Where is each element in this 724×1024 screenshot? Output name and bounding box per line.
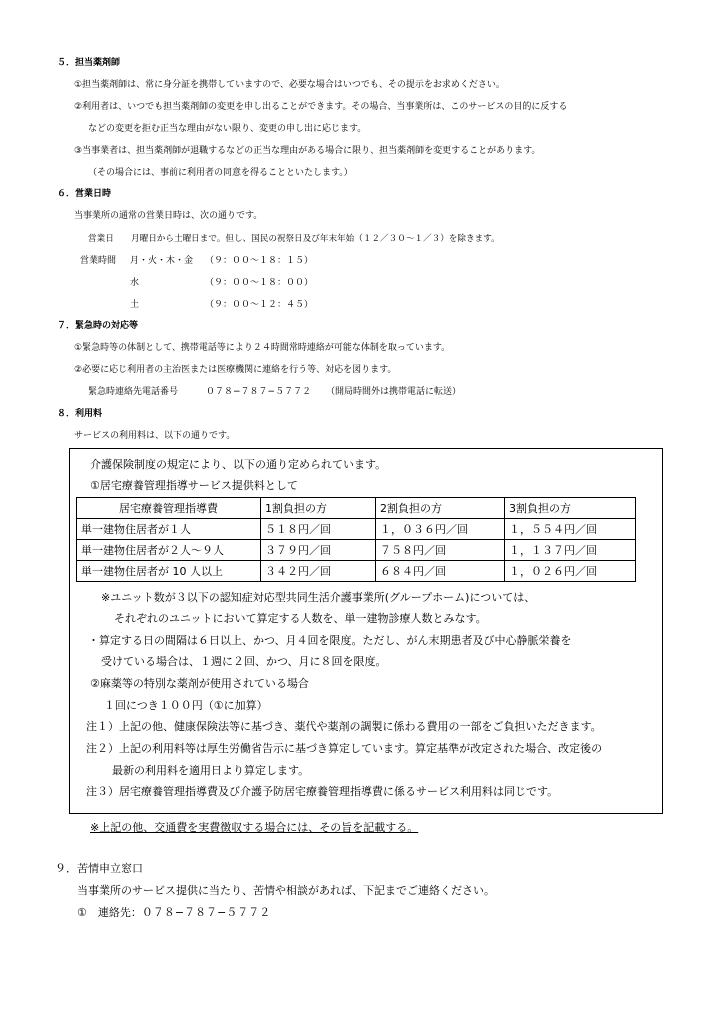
- table-cell: ５１８円／回: [261, 519, 376, 540]
- business-hours-day-3: 土: [130, 300, 140, 310]
- business-hours-time-1: （９：００〜１８：１５）: [205, 256, 314, 266]
- business-day-value: 月曜日から土曜日まで。但し、国民の祝祭日及び年末年始（１２／３０〜１／３）を除きます。: [131, 234, 500, 244]
- note-2-line2: 最新の利用料を適用日より算定します。: [112, 764, 310, 777]
- section5-item1: ①担当薬剤師は、常に身分証を携帯していますので、必要な場合はいつでも、その提示をお求めください。: [74, 80, 505, 90]
- note-3: 注３）居宅療養管理指導費及び介護予防居宅療養管理指導費に係るサービス利用料は同じです。: [86, 785, 559, 798]
- table-cell: ７５８円／回: [376, 540, 505, 561]
- business-hours-label: 営業時間: [80, 256, 117, 266]
- transport-cost-note: ※上記の他、交通費を実費徴収する場合には、その旨を記載する。: [90, 821, 419, 834]
- table-cell: ３４２円／回: [261, 561, 376, 582]
- section7-item1: ①緊急時等の体制として、携帯電話等により２４時間常時連絡が可能な体制を取っています。: [74, 343, 451, 353]
- table-cell: 単一建物住居者が１人: [77, 519, 261, 540]
- table-row: [77, 540, 636, 561]
- section5-item3-line2: （その場合には、事前に利用者の同意を得ることといたします。）: [88, 168, 353, 178]
- business-hours-time-3: （９：００〜１２：４５）: [205, 300, 314, 310]
- business-hours-day-1: 月・火・木・金: [130, 256, 194, 266]
- table-header-cell: 2割負担の方: [376, 498, 505, 519]
- narcotic-fee: １回につき１００円（①に加算）: [104, 699, 268, 712]
- business-hours-time-2: （９：００〜１８：００）: [205, 278, 314, 288]
- note-2-line1: 注２）上記の利用料等は厚生労働省告示に基づき算定しています。算定基準が改定された場合、改定後の: [86, 742, 603, 755]
- section5-item2-line1: ②利用者は、いつでも担当薬剤師の変更を申し出ることができます。その場合、当事業所は、このサービスの目的に反する: [74, 102, 568, 112]
- section7-item2: ②必要に応じ利用者の主治医または医療機関に連絡を行う等、対応を図ります。: [74, 365, 397, 375]
- interval-note-line1: ・算定する日の間隔は６日以上、かつ、月４回を限度。ただし、がん末期患者及び中心静脈栄養を: [88, 634, 572, 647]
- table-cell: １，１３７円／回: [505, 540, 636, 561]
- table-cell: 単一建物住居者が２人〜９人: [77, 540, 261, 561]
- business-day-label: 営業日: [88, 234, 114, 244]
- table-cell: 単一建物住居者が 10 人以上: [77, 561, 261, 582]
- emergency-contact-label: 緊急時連絡先電話番号: [88, 387, 179, 397]
- table-header-cell: 1割負担の方: [261, 498, 376, 519]
- fee-box-intro: 介護保険制度の規定により、以下の通り定められています。: [90, 458, 387, 471]
- section8-heading: ８．利用料: [57, 409, 103, 419]
- interval-note-line2: 受けている場合は、１週に２回、かつ、月に８回を限度。: [101, 655, 387, 668]
- table-row: [77, 519, 636, 540]
- section6-heading: ６．営業日時: [57, 189, 112, 199]
- section8-intro: サービスの利用料は、以下の通りです。: [74, 431, 236, 441]
- section6-intro: 当事業所の通常の営業日時は、次の通りです。: [74, 211, 263, 221]
- section5-item3-line1: ③当事業者は、担当薬剤師が退職するなどの正当な理由がある場合に限り、担当薬剤師を変更することがあります。: [74, 146, 541, 156]
- table-cell: ６８４円／回: [376, 561, 505, 582]
- section5-heading: ５．担当薬剤師: [57, 58, 121, 68]
- table-cell: ３７９円／回: [261, 540, 376, 561]
- unit-note-line1: ※ユニット数が３以下の認知症対応型共同生活介護事業所(グループホーム)については、: [101, 591, 536, 604]
- table-cell: １，５５４円／回: [505, 519, 636, 540]
- narcotic-note: ②麻薬等の特別な薬剤が使用されている場合: [90, 677, 309, 690]
- fee-box-subheading: ①居宅療養管理指導サービス提供料として: [90, 479, 298, 492]
- unit-note-line2: それぞれのユニットにおいて算定する人数を、単一建物診療人数とみなす。: [114, 612, 487, 625]
- table-header-cell: 居宅療養管理指導費: [77, 498, 261, 519]
- section5-item2-line2: などの変更を拒む正当な理由がない限り、変更の申し出に応じます。: [88, 124, 367, 134]
- table-cell: １，０３６円／回: [376, 519, 505, 540]
- table-header-cell: 3割負担の方: [505, 498, 636, 519]
- fee-table: [76, 497, 636, 582]
- section9-heading: ９．苦情申立窓口: [55, 862, 143, 875]
- emergency-contact-number: ０７８−７８７−５７７２: [206, 387, 312, 397]
- note-1: 注１）上記の他、健康保険法等に基づき、薬代や薬剤の調製に係わる費用の一部をご負担いただきます。: [86, 720, 602, 733]
- business-hours-day-2: 水: [130, 278, 140, 288]
- section7-heading: ７．緊急時の対応等: [57, 321, 139, 331]
- table-row: [77, 561, 636, 582]
- complaint-contact: ① 連絡先：０７８−７８７−５７７２: [77, 906, 271, 919]
- section9-intro: 当事業所のサービス提供に当たり、苦情や相談があれば、下記までご連絡ください。: [77, 884, 495, 897]
- table-cell: １，０２６円／回: [505, 561, 636, 582]
- table-header-row: [77, 498, 636, 519]
- emergency-contact-note: （開局時間外は携帯電話に転送）: [326, 387, 462, 397]
